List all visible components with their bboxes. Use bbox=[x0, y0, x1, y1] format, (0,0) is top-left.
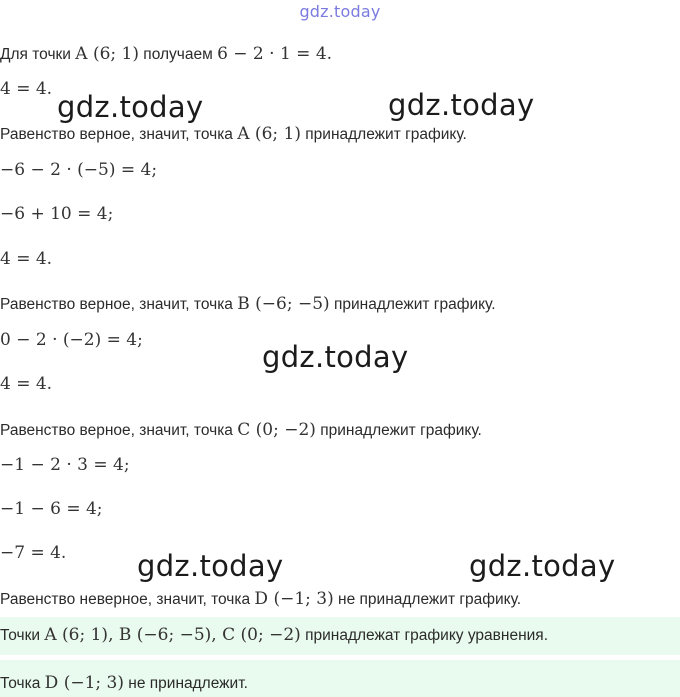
math-line: 4 = 4. bbox=[0, 79, 53, 99]
answer-text: Точки bbox=[0, 627, 45, 644]
math-expr: B (−6; −5) bbox=[237, 294, 330, 314]
watermark: gdz.today bbox=[57, 90, 204, 124]
solution-line bbox=[0, 589, 521, 609]
solution-text: Равенство верное, значит, точка bbox=[0, 126, 238, 143]
solution-text: принадлежит графику. bbox=[300, 126, 467, 143]
math-line: 4 = 4. bbox=[0, 374, 53, 394]
answer-text: не принадлежит. bbox=[123, 675, 248, 692]
math-line: −1 − 2 · 3 = 4; bbox=[0, 455, 130, 475]
answer-line bbox=[0, 673, 248, 693]
solution-text: Равенство верное, значит, точка bbox=[0, 296, 238, 313]
solution-text: Равенство верное, значит, точка bbox=[0, 422, 238, 439]
top-watermark: gdz.today bbox=[299, 2, 381, 21]
math-expr: C (0; −2) bbox=[237, 420, 316, 440]
watermark: gdz.today bbox=[262, 340, 409, 374]
math-expr: D (−1; 3) bbox=[44, 673, 124, 693]
solution-text: принадлежит графику. bbox=[315, 422, 482, 439]
watermark: gdz.today bbox=[388, 88, 535, 122]
math-line: 4 = 4. bbox=[0, 249, 53, 269]
watermark: gdz.today bbox=[137, 549, 284, 583]
math-expr: A (6; 1) bbox=[237, 124, 301, 144]
math-expr: A (6; 1), B (−6; −5), C (0; −2) bbox=[44, 625, 301, 645]
solution-line bbox=[0, 44, 332, 64]
math-line: −1 − 6 = 4; bbox=[0, 499, 103, 519]
math-expr: 6 − 2 · 1 = 4. bbox=[217, 44, 333, 64]
answer-text: принадлежат графику уравнения. bbox=[300, 627, 548, 644]
math-expr: A (6; 1) bbox=[75, 44, 139, 64]
solution-line bbox=[0, 420, 482, 440]
solution-text: получаем bbox=[139, 46, 218, 63]
math-expr: D (−1; 3) bbox=[254, 589, 334, 609]
solution-line bbox=[0, 124, 467, 144]
math-line: −7 = 4. bbox=[0, 543, 67, 563]
solution-text: не принадлежит графику. bbox=[333, 591, 522, 608]
math-line: 0 − 2 · (−2) = 4; bbox=[0, 330, 143, 350]
answer-line bbox=[0, 625, 548, 645]
answer-text: Точка bbox=[0, 675, 45, 692]
watermark: gdz.today bbox=[469, 549, 616, 583]
solution-text: Для точки bbox=[0, 46, 76, 63]
math-line: −6 − 2 · (−5) = 4; bbox=[0, 160, 158, 180]
solution-line bbox=[0, 294, 496, 314]
solution-text: принадлежит графику. bbox=[329, 296, 496, 313]
solution-text: Равенство неверное, значит, точка bbox=[0, 591, 255, 608]
math-line: −6 + 10 = 4; bbox=[0, 204, 114, 224]
